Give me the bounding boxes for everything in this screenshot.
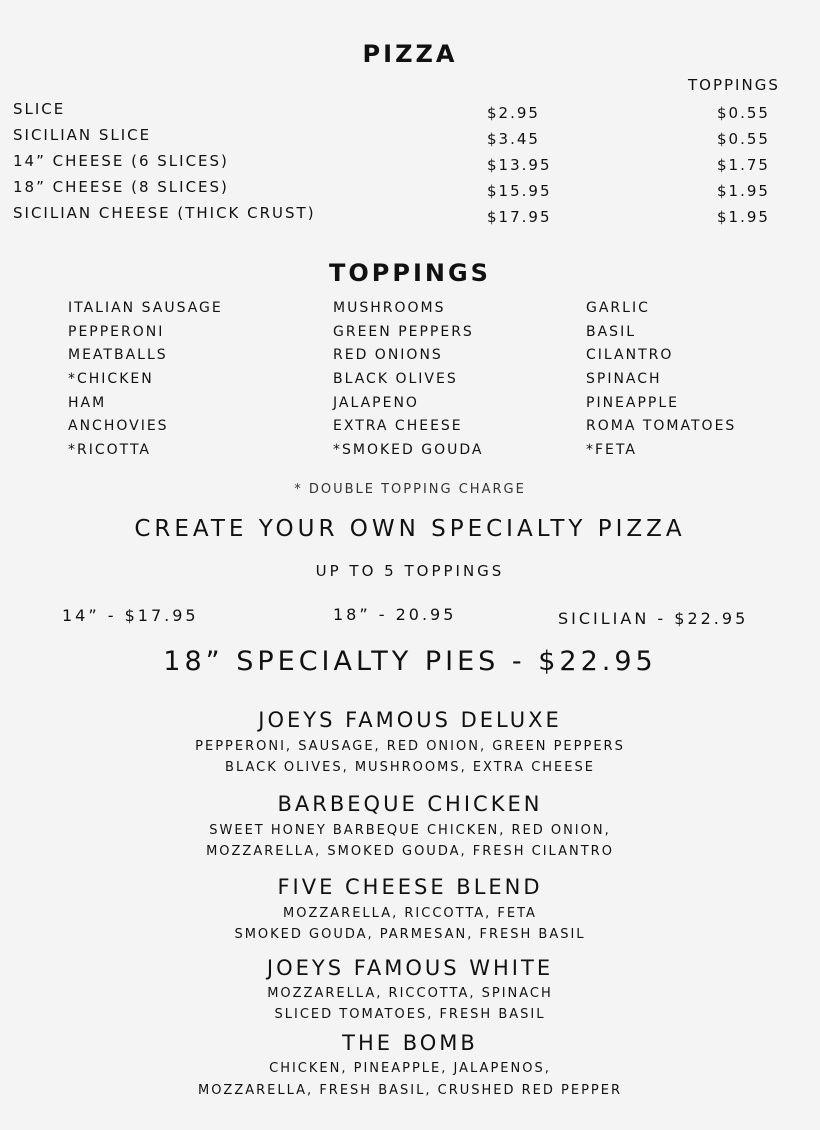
pie-name: JOEYS FAMOUS DELUXE <box>258 708 562 732</box>
create-price-18: 18” - 20.95 <box>333 605 457 624</box>
topping-item: SPINACH <box>586 371 662 387</box>
pie-description: BLACK OLIVES, MUSHROOMS, EXTRA CHEESE <box>225 760 595 775</box>
topping-item: ROMA TOMATOES <box>586 418 737 434</box>
pizza-title: PIZZA <box>362 40 458 68</box>
pizza-item-topping-price: $0.55 <box>717 130 770 148</box>
topping-item: *FETA <box>586 442 637 458</box>
topping-item: JALAPENO <box>333 395 419 411</box>
pie-description: SMOKED GOUDA, PARMESAN, FRESH BASIL <box>234 927 586 942</box>
topping-item: PINEAPPLE <box>586 395 679 411</box>
topping-item: ANCHOVIES <box>68 418 169 434</box>
pizza-item-name: SICILIAN SLICE <box>13 126 152 144</box>
topping-item: GARLIC <box>586 300 650 316</box>
double-topping-note: * DOUBLE TOPPING CHARGE <box>294 482 526 497</box>
pie-description: MOZZARELLA, SMOKED GOUDA, FRESH CILANTRO <box>206 844 614 859</box>
pie-description: MOZZARELLA, FRESH BASIL, CRUSHED RED PEPPER <box>197 1083 622 1098</box>
pizza-item-topping-price: $1.95 <box>717 208 770 226</box>
topping-item: *SMOKED GOUDA <box>333 442 484 458</box>
create-price-14: 14” - $17.95 <box>62 606 199 625</box>
pizza-item-price: $17.95 <box>487 208 552 226</box>
pizza-item-price: $2.95 <box>487 104 540 122</box>
topping-item: ITALIAN SAUSAGE <box>68 300 223 316</box>
topping-item: HAM <box>68 395 107 411</box>
pie-description: CHICKEN, PINEAPPLE, JALAPENOS, <box>269 1061 551 1076</box>
pie-name: THE BOMB <box>342 1031 478 1055</box>
pizza-item-name: SLICE <box>13 100 66 118</box>
pizza-item-name: 14” CHEESE (6 SLICES) <box>13 152 229 170</box>
pie-description: MOZZARELLA, RICCOTTA, SPINACH <box>267 986 553 1001</box>
pie-name: BARBEQUE CHICKEN <box>277 792 543 816</box>
topping-item: PEPPERONI <box>68 324 165 340</box>
pizza-item-name: 18” CHEESE (8 SLICES) <box>13 178 229 196</box>
topping-item: *RICOTTA <box>68 442 151 458</box>
pie-name: FIVE CHEESE BLEND <box>277 875 543 899</box>
create-your-own-subtitle: UP TO 5 TOPPINGS <box>315 562 505 580</box>
pizza-item-name: SICILIAN CHEESE (THICK CRUST) <box>13 204 316 222</box>
pizza-item-price: $13.95 <box>487 156 552 174</box>
pie-name: JOEYS FAMOUS WHITE <box>266 956 554 980</box>
pizza-item-topping-price: $1.95 <box>717 182 770 200</box>
topping-item: BASIL <box>586 324 636 340</box>
create-price-sicilian: SICILIAN - $22.95 <box>558 609 749 628</box>
toppings-column-header: TOPPINGS <box>688 76 780 94</box>
pie-description: MOZZARELLA, RICCOTTA, FETA <box>283 906 537 921</box>
topping-item: MUSHROOMS <box>333 300 446 316</box>
pie-description: PEPPERONI, SAUSAGE, RED ONION, GREEN PEPPERS <box>195 739 625 754</box>
toppings-title: TOPPINGS <box>329 259 491 287</box>
pie-description: SWEET HONEY BARBEQUE CHICKEN, RED ONION, <box>209 823 611 838</box>
topping-item: BLACK OLIVES <box>333 371 458 387</box>
pie-description: SLICED TOMATOES, FRESH BASIL <box>274 1007 546 1022</box>
specialty-pies-title: 18” SPECIALTY PIES - $22.95 <box>163 646 657 677</box>
create-your-own-title: CREATE YOUR OWN SPECIALTY PIZZA <box>134 516 686 542</box>
pizza-item-price: $15.95 <box>487 182 552 200</box>
topping-item: RED ONIONS <box>333 347 443 363</box>
pizza-item-price: $3.45 <box>487 130 540 148</box>
topping-item: CILANTRO <box>586 347 674 363</box>
topping-item: GREEN PEPPERS <box>333 324 474 340</box>
pizza-item-topping-price: $1.75 <box>717 156 770 174</box>
topping-item: MEATBALLS <box>68 347 168 363</box>
topping-item: *CHICKEN <box>68 371 154 387</box>
pizza-item-topping-price: $0.55 <box>717 104 770 122</box>
topping-item: EXTRA CHEESE <box>333 418 463 434</box>
